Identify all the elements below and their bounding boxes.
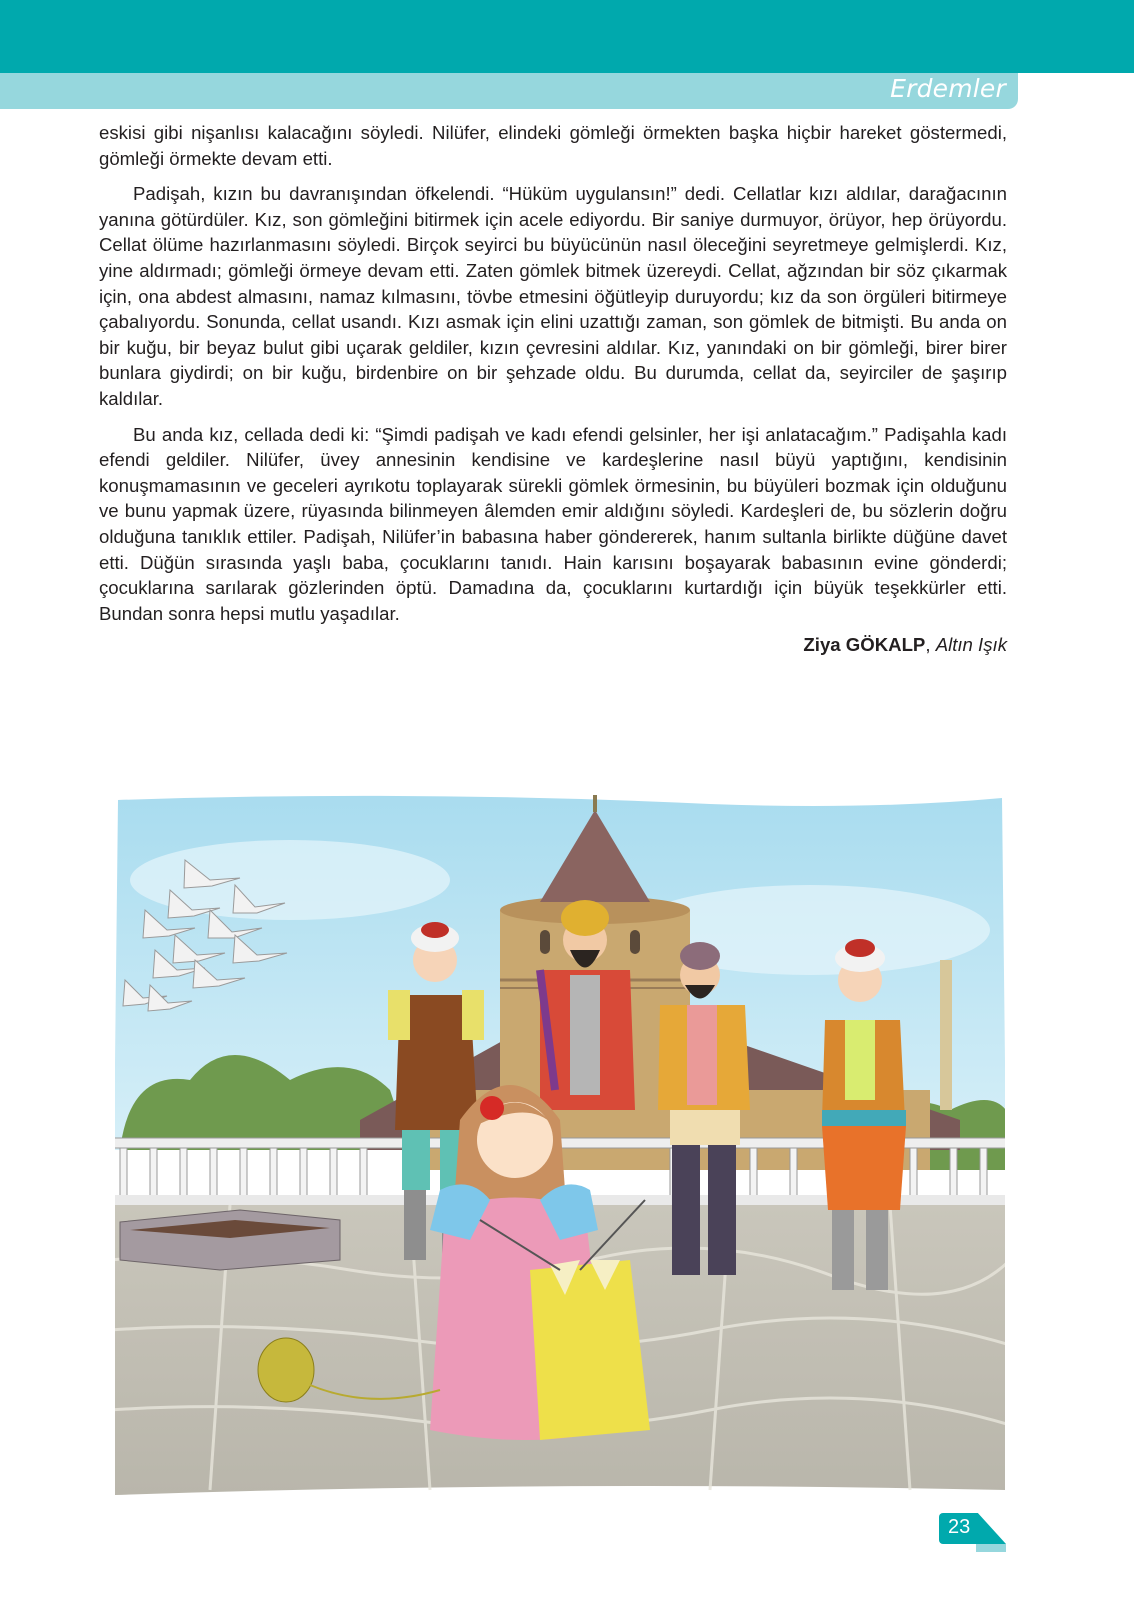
- paragraph-2: Padişah, kızın bu davranışından öfkelendi. “Hüküm uygulansın!” dedi. Cellatlar kızı aldılar, darağacının yanına götürdüler. Kız, son gömleğini bitirmek için acele ediyordu. Bir saniye durmuyor, örüyor, hep örüyordu. Cellat ölüme hazırlanmasını söyledi. Birçok seyirci bu büyücünün nasıl öleceğini seyretmeye gelmişlerdi. Kız, yine aldırmadı; gömleği örmeye devam etti. Zaten gömlek bitmek üzereydi. Cellat, ağzından bir söz çıkarmak için, ona abdest almasını, namaz kılmasını, tövbe etmesini öğütleyip duruyordu; kız da son örgüleri bitirmeye çabalıyordu. Sonunda, cellat usandı. Kızı asmak için elini uzattığı zaman, son gömlek de bitmişti. Bu anda on bir kuğu, bir beyaz bulut gibi uçarak geldiler, kızın çevresini aldılar. Kız, yanındaki on bir gömleği, birer birer bunlara giydirdi; on bir kuğu, birdenbire on bir şehzade oldu. Bu durumda, cellat da, seyirciler de şaşırıp kaldılar.: [99, 183, 1007, 409]
- story-text: [99, 120, 1007, 658]
- page-number-tab: [939, 1513, 1006, 1551]
- paragraph-1: eskisi gibi nişanlısı kalacağını söyledi. Nilüfer, elindeki gömleği örmekten başka hiçbir hareket göstermedi, gömleği örmekte devam etti.: [99, 122, 1007, 169]
- paragraph-3: Bu anda kız, cellada dedi ki: “Şimdi padişah ve kadı efendi gelsinler, her işi anlatacağım.” Padişahla kadı efendi geldiler. Nilüfer, üvey annesinin kendisine ve kardeşlerine nasıl büyü yaptığını, kendisinin konuşmamasının ve geceleri ayrıkotu toplayarak sürekli gömlek örmesinin, bu büyüleri bozmak için olduğunu ve bunu yapmak üzere, rüyasında bilinmeyen âlemden emir aldığını söyledi. Kardeşleri de, bu sözlerin doğru olduğuna tanıklık ettiler. Padişah, Nilüfer’in babasına haber göndererek, hanım sultanla birlikte düğüne davet etti. Düğün sırasında yaşlı baba, çocuklarını tanıdı. Hain karısını boşayarak babasının evine gönderdi; çocuklarına sarılarak gözlerinden öptü. Damadına da, çocuklarını kurtardığı için büyük teşekkürler etti. Bundan sonra hepsi mutlu yaşadılar.: [99, 423, 1007, 624]
- page-number: 23: [948, 1516, 971, 1538]
- page-tab-shadow: [976, 1544, 1006, 1552]
- author-name: Ziya GÖKALP: [803, 634, 926, 656]
- header-band: [0, 0, 1134, 73]
- yarn-ball: [258, 1338, 314, 1402]
- attribution-separator: ,: [925, 634, 936, 656]
- chapter-tab: [0, 73, 1018, 109]
- chapter-title: Erdemler: [890, 74, 1006, 103]
- book-title: Altın Işık: [935, 634, 1007, 656]
- attribution: [99, 632, 1007, 658]
- story-illustration: [110, 790, 1010, 1500]
